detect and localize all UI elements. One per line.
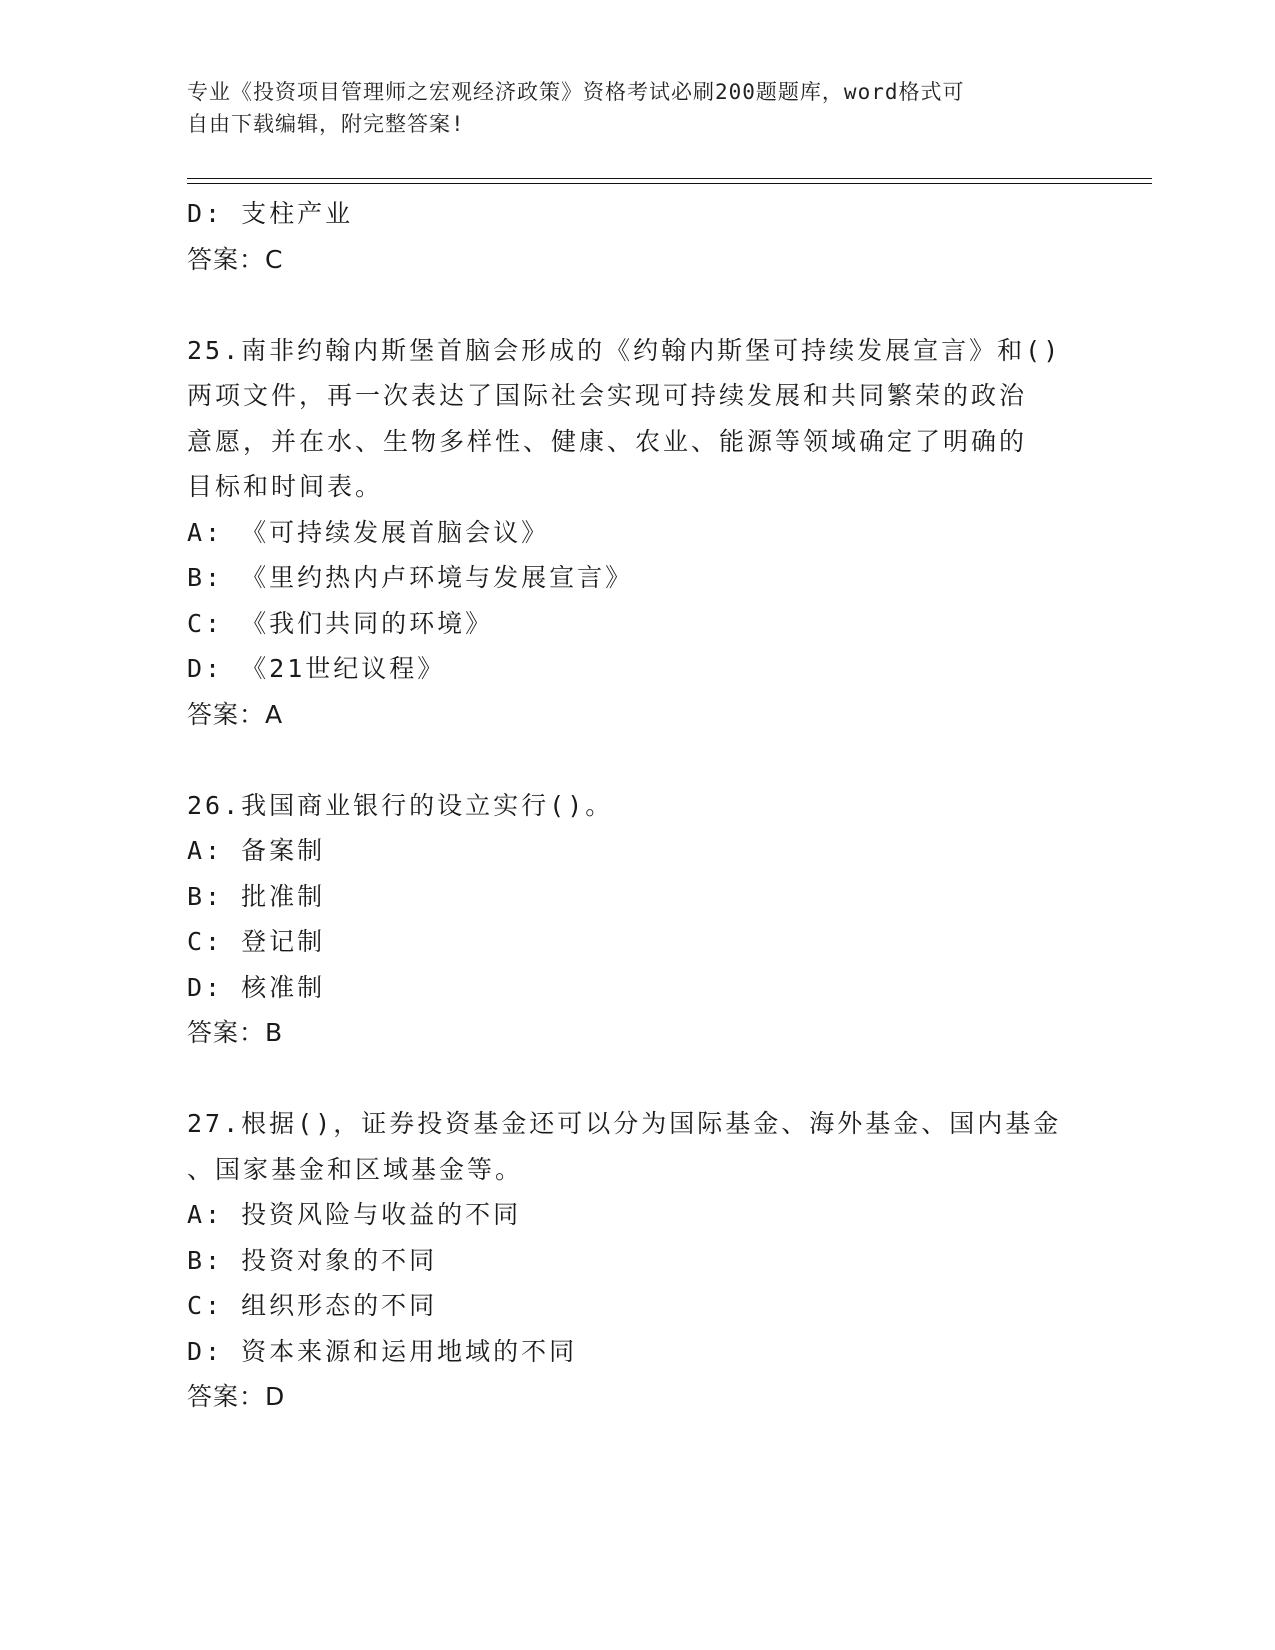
question-25-text-line-3: 意愿，并在水、生物多样性、健康、农业、能源等领域确定了明确的 (187, 426, 1028, 456)
question-25-answer: 答案：A (187, 699, 284, 729)
spacer (187, 282, 1087, 328)
question-25-text-line-4: 目标和时间表。 (187, 472, 384, 501)
question-27-answer: 答案：D (187, 1382, 286, 1411)
question-26-option-b: B: 批准制 (187, 881, 326, 911)
page-header (187, 76, 1067, 140)
question-26-option-c: C: 登记制 (187, 927, 326, 956)
question-26 (187, 783, 1087, 1056)
question-25-option-b: B: 《里约热内卢环境与发展宣言》 (187, 563, 634, 592)
question-25-option-d: D: 《21世纪议程》 (187, 654, 446, 683)
question-27 (187, 1101, 1087, 1420)
question-26-text-line-1: 26.我国商业银行的设立实行()。 (187, 790, 614, 820)
question-27-option-c: C: 组织形态的不同 (187, 1291, 438, 1320)
question-25-option-a: A: 《可持续发展首脑会议》 (187, 517, 550, 547)
header-rule-bottom (187, 183, 1152, 184)
prev-option-d: D: 支柱产业 (187, 199, 354, 228)
question-25-text-line-1: 25.南非约翰内斯堡首脑会形成的《约翰内斯堡可持续发展宣言》和() (187, 335, 1062, 365)
prev-answer: 答案：C (187, 244, 284, 274)
question-26-option-d: D: 核准制 (187, 972, 326, 1002)
question-25-text-line-2: 两项文件，再一次表达了国际社会实现可持续发展和共同繁荣的政治 (187, 381, 1028, 410)
header-title-line-1: 专业《投资项目管理师之宏观经济政策》资格考试必刷200题题库，word格式可 (187, 80, 965, 104)
question-content (187, 191, 1087, 1420)
question-25 (187, 328, 1087, 738)
question-26-answer: 答案：B (187, 1018, 284, 1047)
spacer (187, 1056, 1087, 1102)
header-title-line-2: 自由下载编辑，附完整答案! (187, 112, 465, 136)
question-27-option-b: B: 投资对象的不同 (187, 1245, 438, 1275)
question-27-option-a: A: 投资风险与收益的不同 (187, 1200, 522, 1229)
question-26-option-a: A: 备案制 (187, 836, 326, 865)
header-rule-top (187, 178, 1152, 179)
question-27-text-line-2: 、国家基金和区域基金等。 (187, 1154, 524, 1184)
spacer (187, 737, 1087, 783)
question-27-option-d: D: 资本来源和运用地域的不同 (187, 1336, 578, 1366)
question-25-option-c: C: 《我们共同的环境》 (187, 608, 494, 638)
question-27-text-line-1: 27.根据()，证券投资基金还可以分为国际基金、海外基金、国内基金 (187, 1109, 1062, 1138)
